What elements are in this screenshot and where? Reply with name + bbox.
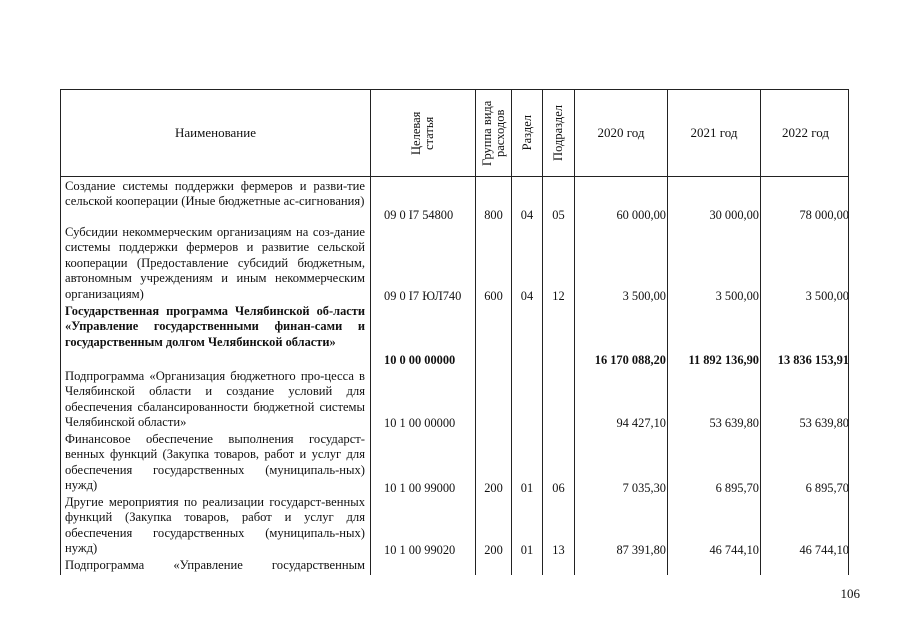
page-number: 106 [840,586,860,601]
table-row-name: Создание системы поддержки фермеров и разви-тие сельской кооперации (Иные бюджетные ас-сигнования) [65,179,365,209]
table-row-2021: 11 892 136,90 [688,353,759,367]
budget-table [60,89,849,575]
table-row-subsection: 13 [552,543,565,557]
header-name: Наименование [175,125,256,140]
table-row-code: 10 0 00 00000 [384,353,456,367]
table-row-2021: 3 500,00 [715,289,759,303]
header-divider [61,176,848,177]
table-row-code: 10 1 00 00000 [384,416,456,430]
table-row-section: 01 [520,543,534,557]
table-row-name: Подпрограмма «Управление государственным [65,558,365,572]
header-subsection: Подраздел [551,105,565,161]
table-row-2021: 6 895,70 [715,481,759,495]
table-row-2020: 94 427,10 [616,416,666,430]
table-row-2020: 87 391,80 [616,543,666,557]
table-row-2022: 13 836 153,91 [777,353,849,367]
header-year-2020: 2020 год [597,125,645,140]
table-row-subsection: 12 [552,289,565,303]
table-row-group: 200 [484,543,503,557]
table-row-name: Финансовое обеспечение выполнения государст-венных функций (Закупка товаров, работ и услуг для обеспечения государственных (муниципаль-ных) нужд) [65,432,365,493]
table-row-code: 09 0 I7 54800 [384,208,454,222]
table-row-2021: 46 744,10 [709,543,759,557]
header-expense-group: Группа вида расходов [479,100,507,166]
table-row-2022: 3 500,00 [805,289,849,303]
table-row-name: Субсидии некоммерческим организациям на соз-дание системы поддержки фермеров и развитие сельской кооперации (Предоставление субсидий бюджетным, автономным учреждениям и иным некоммерческим организациям) [65,225,365,301]
table-row-group: 200 [484,481,503,495]
header-year-2021: 2021 год [690,125,738,140]
table-row-2022: 53 639,80 [799,416,849,430]
table-row-2021: 30 000,00 [709,208,759,222]
header-target-article: Целевая статья [409,111,436,155]
table-row-section: 04 [520,289,534,303]
table-row-2021: 53 639,80 [709,416,759,430]
table-row-name: Другие мероприятия по реализации государст-венных функций (Закупка товаров, работ и услуг для обеспечения государственных (муниципаль-ных) нужд) [65,495,365,556]
header-section: Раздел [519,115,534,151]
table-row-2022: 78 000,00 [799,208,849,222]
table-row-section: 01 [520,481,534,495]
header-year-2022: 2022 год [782,125,829,140]
table-row-2020: 16 170 088,20 [594,353,666,367]
table-row-name: Подпрограмма «Организация бюджетного про-цесса в Челябинской области и создание условий для обеспечения сбалансированности бюджетной системы Челябинской области» [65,369,365,430]
table-row-subsection: 06 [552,481,565,495]
table-row-name: Государственная программа Челябинской об-ласти «Управление государственными финан-сами и государственным долгом Челябинской области» [65,304,365,349]
table-row-group: 800 [484,208,503,222]
table-row-code: 09 0 I7 ЮЛ740 [384,289,462,303]
table-row-code: 10 1 00 99000 [384,481,456,495]
table-row-2022: 6 895,70 [805,481,849,495]
table-row-subsection: 05 [552,208,565,222]
table-row-group: 600 [484,289,503,303]
table-row-2020: 60 000,00 [616,208,666,222]
table-row-section: 04 [520,208,534,222]
table-row-2022: 46 744,10 [799,543,849,557]
table-row-2020: 3 500,00 [622,289,666,303]
table-row-code: 10 1 00 99020 [384,543,456,557]
table-row-2020: 7 035,30 [622,481,666,495]
